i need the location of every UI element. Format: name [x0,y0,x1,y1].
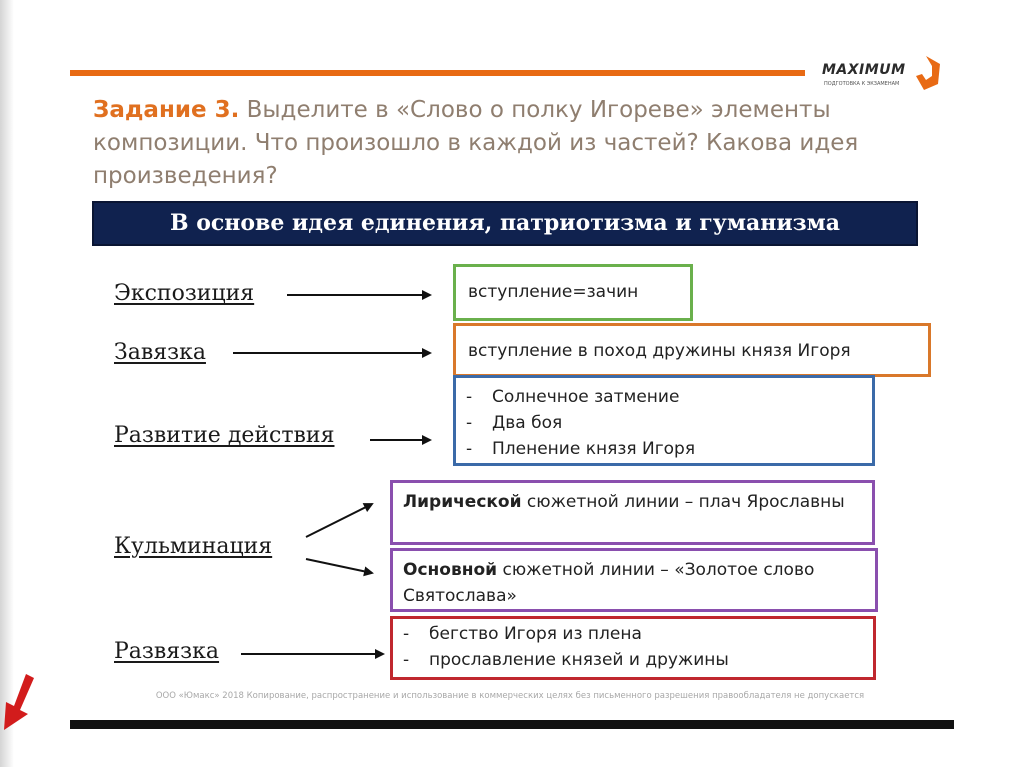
term-exposition: Экспозиция [114,281,255,306]
climax-main-bold: Основной [403,560,498,580]
term-denouement: Развязка [114,639,220,664]
climax-lyric-text: сюжетной линии – плач Ярославны [521,492,845,512]
logo-tagline: ПОДГОТОВКА К ЭКЗАМЕНАМ [824,81,900,87]
box-setup: вступление в поход дружины князя Игоря [453,323,931,377]
development-item: - Солнечное затмение [466,384,862,410]
idea-banner: В основе идея единения, патриотизма и гуманизма [92,201,918,246]
copyright-footer: ООО «Юмакс» 2018 Копирование, распространение и использование в коммерческих целях без письменного разрешения правообладателя не допускается [155,691,865,701]
task-label: Задание 3. [93,97,240,123]
term-setup: Завязка [114,340,206,365]
term-climax: Кульминация [114,534,273,559]
development-item: - Пленение князя Игоря [466,436,862,462]
red-pointer-icon [0,672,36,732]
term-development: Развитие действия [114,423,335,448]
logo-text: MAXIMUM [822,62,906,78]
bottom-line [70,720,954,729]
task-text: Выделите в «Слово о полку Игореве» элементы композиции. Что произошло в каждой из частей? Какова идея произведения? [93,97,859,189]
denouement-item: - бегство Игоря из плена [403,621,863,647]
arrow-climax-main [306,559,372,573]
development-item: - Два боя [466,410,862,436]
denouement-item: - прославление князей и дружины [403,647,863,673]
arrow-climax-lyric [306,504,372,537]
box-exposition: вступление=зачин [453,264,693,321]
climax-main-text: сюжетной линии – «Золотое слово Святослава» [403,560,815,606]
climax-lyric-bold: Лирической [403,492,522,512]
